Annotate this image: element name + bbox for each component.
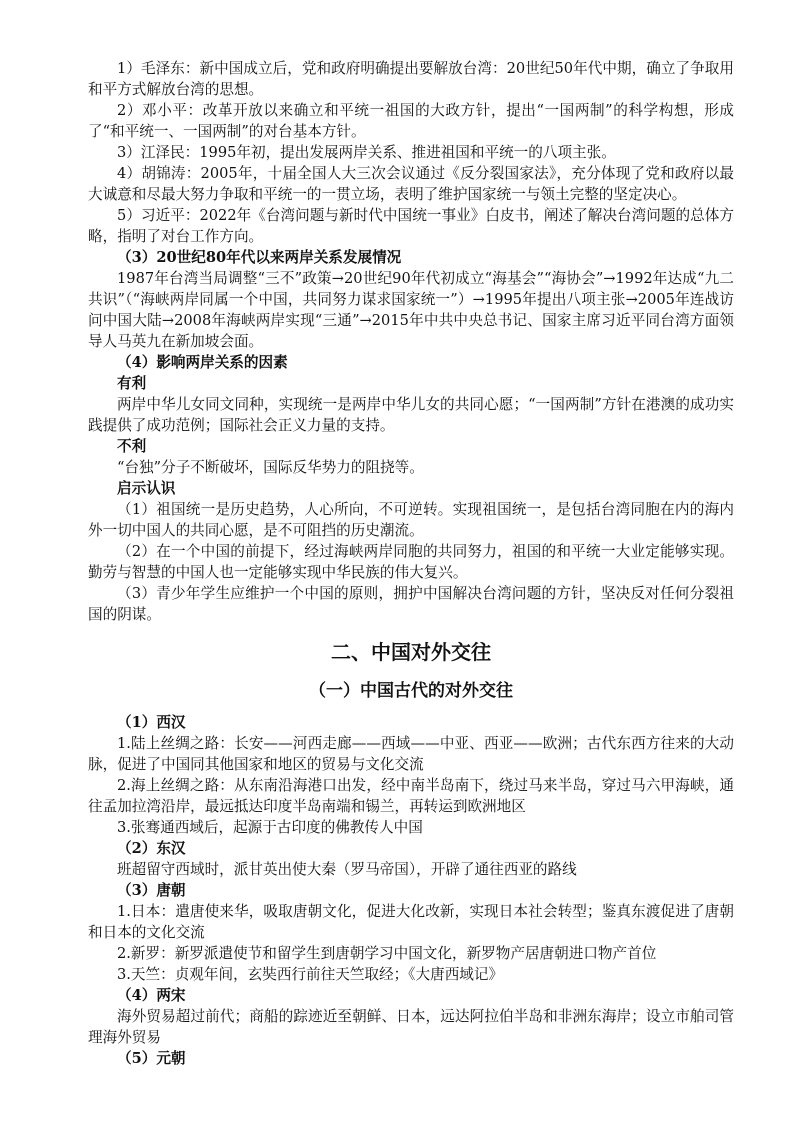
leader-mao-paragraph: 1）毛泽东：新中国成立后，党和政府明确提出要解放台湾：20世纪50年代中期，确立了争取用和平方式解放台湾的思想。 — [88, 60, 734, 98]
tang-item: 3.天竺：贞观年间，玄奘西行前往天竺取经；《大唐西域记》 — [117, 966, 504, 983]
song-paragraph: 海外贸易超过前代；商船的踪迹近至朝鲜、日本，远达阿拉伯半岛和非洲东海岸；设立市舶司管理海外贸易 — [88, 1008, 734, 1046]
western-han-heading: （1）西汉 — [117, 714, 186, 731]
favorable-paragraph: 两岸中华儿女同文同种，实现统一是两岸中华儿女的共同心愿；“一国两制”方针在港澳的成功实践提供了成功范例；国际社会正义力量的支持。 — [88, 396, 734, 434]
eastern-han-heading: （2）东汉 — [117, 840, 186, 857]
yuan-heading: （5）元朝 — [117, 1050, 186, 1067]
tang-heading: （3）唐朝 — [117, 882, 186, 899]
insight-item: （1）祖国统一是历史趋势，人心所向，不可逆转。实现祖国统一，是包括台湾同胞在内的海内外一切中国人的共同心愿，是不可阻挡的历史潮流。 — [88, 501, 734, 539]
unfavorable-label: 不利 — [117, 438, 147, 455]
leader-xi-paragraph: 5）习近平：2022年《台湾问题与新时代中国统一事业》白皮书，阐述了解决台湾问题的总体方略，指明了对台工作方向。 — [88, 207, 734, 245]
unfavorable-paragraph: “台独”分子不断破坏，国际反华势力的阻挠等。 — [117, 459, 424, 476]
insight-item: （3）青少年学生应维护一个中国的原则，拥护中国解决台湾问题的方针，坚决反对任何分裂祖国的阴谋。 — [88, 585, 734, 623]
tang-item: 1.日本：遣唐使来华，吸取唐朝文化，促进大化改新，实现日本社会转型；鉴真东渡促进了唐朝和日本的文化交流 — [88, 903, 734, 941]
document-page — [88, 58, 734, 1069]
leader-jiang-paragraph: 3）江泽民：1995年初，提出发展两岸关系、推进祖国和平统一的八项主张。 — [117, 144, 616, 161]
western-han-item: 2.海上丝绸之路：从东南沿海港口出发，经中南半岛南下，绕过马来半岛，穿过马六甲海峡，通往孟加拉湾沿岸，最远抵达印度半岛南端和锡兰，再转运到欧洲地区 — [88, 777, 734, 815]
insight-item: （2）在一个中国的前提下，经过海峡两岸同胞的共同努力，祖国的和平统一大业定能够实现。勤劳与智慧的中国人也一定能够实现中华民族的伟大复兴。 — [88, 543, 734, 581]
section3-heading: （3）20世纪80年代以来两岸关系发展情况 — [117, 249, 402, 266]
chapter-title: 二、中国对外交往 — [331, 640, 491, 664]
leader-hu-paragraph: 4）胡锦涛：2005年，十届全国人大三次会议通过《反分裂国家法》，充分体现了党和政府以最大诚意和尽最大努力争取和平统一的一贯立场，表明了维护国家统一与领土完整的坚定决心。 — [88, 165, 734, 203]
song-heading: （4）两宋 — [117, 987, 186, 1004]
section3-paragraph: 1987年台湾当局调整“三不”政策→20世纪90年代初成立“海基会”“海协会”→1992年达成“九二共识”（“海峡两岸同属一个中国，共同努力谋求国家统一”）→1995年提出八项主张→2005年连战访问中国大陆→2008年海峡两岸实现“三通”→2015年中共中央总书记、国家主席习近平同台湾方面领导人马英九在新加坡会面。 — [88, 270, 734, 350]
tang-item: 2.新罗：新罗派遣使节和留学生到唐朝学习中国文化，新罗物产居唐朝进口物产首位 — [117, 945, 657, 962]
favorable-label: 有利 — [117, 375, 147, 392]
section4-heading: （4）影响两岸关系的因素 — [117, 354, 288, 371]
leader-deng-paragraph: 2）邓小平：改革开放以来确立和平统一祖国的大政方针，提出“一国两制”的科学构想，形成了“和平统一、一国两制”的对台基本方针。 — [88, 102, 734, 140]
eastern-han-paragraph: 班超留守西域时，派甘英出使大秦（罗马帝国），开辟了通往西亚的路线 — [117, 861, 577, 878]
western-han-item: 1.陆上丝绸之路：长安——河西走廊——西域——中亚、西亚——欧洲；古代东西方往来的大动脉，促进了中国同其他国家和地区的贸易与文化交流 — [88, 735, 734, 773]
insight-label: 启示认识 — [117, 480, 176, 497]
chapter-subtitle: （一）中国古代的对外交往 — [309, 681, 513, 701]
western-han-item: 3.张骞通西域后，起源于古印度的佛教传人中国 — [117, 819, 423, 836]
